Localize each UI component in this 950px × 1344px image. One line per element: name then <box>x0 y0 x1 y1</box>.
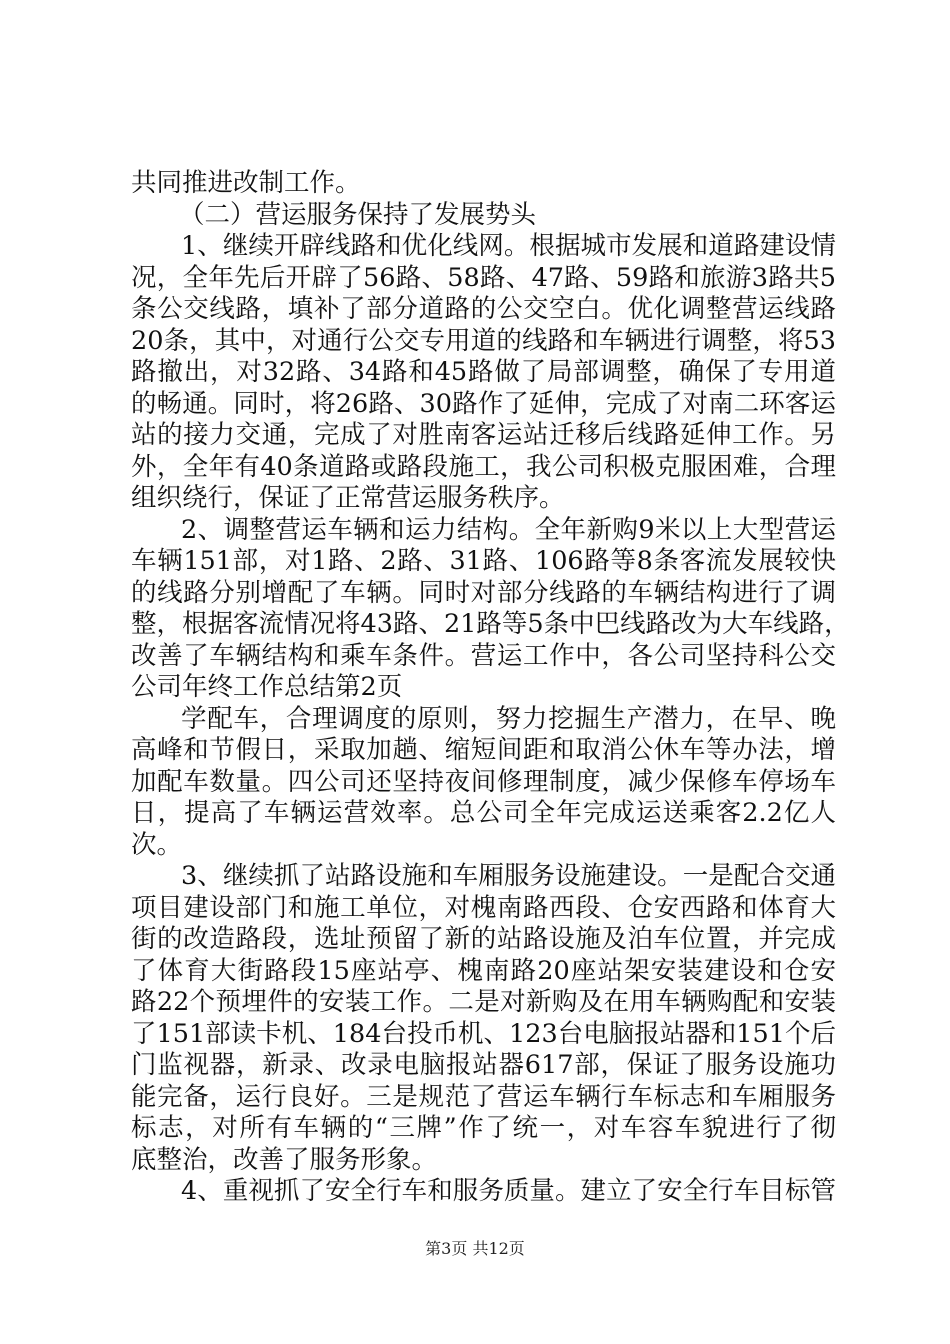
paragraph-line: 况，全年先后开辟了56路、58路、47路、59路和旅游3路共5 <box>131 262 836 293</box>
paragraph-line: 4、重视抓了安全行车和服务质量。建立了安全行车目标管 <box>181 1176 836 1206</box>
paragraph-line: 街的改造路段，选址预留了新的站路设施及泊车位置，并完成 <box>131 924 836 954</box>
paragraph-line: 的线路分别增配了车辆。同时对部分线路的车辆结构进行了调 <box>131 577 836 608</box>
paragraph-line: 能完备，运行良好。三是规范了营运车辆行车标志和车厢服务 <box>131 1081 836 1112</box>
paragraph-line: 项目建设部门和施工单位，对槐南路西段、仓安西路和体育大 <box>131 892 836 923</box>
paragraph-line: 门监视器，新录、改录电脑报站器617部，保证了服务设施功 <box>131 1050 836 1080</box>
paragraph-line: 加配车数量。四公司还坚持夜间修理制度，减少保修车停场车 <box>131 766 836 797</box>
paragraph-line: 日，提高了车辆运营效率。总公司全年完成运送乘客2.2亿人 <box>131 798 836 828</box>
paragraph-line: 了体育大街路段15座站亭、槐南路20座站架安装建设和仓安 <box>131 955 836 986</box>
paragraph-line: 1、继续开辟线路和优化线网。根据城市发展和道路建设情 <box>181 231 836 261</box>
paragraph-line: 路22个预埋件的安装工作。二是对新购及在用车辆购配和安装 <box>131 987 836 1017</box>
paragraph-line: 了151部读卡机、184台投币机、123台电脑报站器和151个后 <box>131 1018 836 1049</box>
document-body <box>131 168 850 1208</box>
paragraph-line: 3、继续抓了站路设施和车厢服务设施建设。一是配合交通 <box>181 861 836 891</box>
paragraph-line: 2、调整营运车辆和运力结构。全年新购9米以上大型营运 <box>181 514 836 545</box>
paragraph-line: 共同推进改制工作。 <box>131 168 361 198</box>
paragraph-line: 整，根据客流情况将43路、21路等5条中巴线路改为大车线路， <box>131 609 850 639</box>
paragraph-line: 站的接力交通，完成了对胜南客运站迁移后线路延伸工作。另 <box>131 420 836 450</box>
page-footer <box>0 1236 950 1259</box>
paragraph-line: 路撤出，对32路、34路和45路做了局部调整，确保了专用道 <box>131 357 836 387</box>
paragraph-line: 底整治，改善了服务形象。 <box>131 1144 438 1175</box>
paragraph-line: 的畅通。同时，将26路、30路作了延伸，完成了对南二环客运 <box>131 388 836 419</box>
paragraph-line: 次。 <box>131 829 183 860</box>
paragraph-line: 改善了车辆结构和乘车条件。营运工作中，各公司坚持科公交 <box>131 640 836 671</box>
paragraph-line: 组织绕行，保证了正常营运服务秩序。 <box>131 483 565 513</box>
paragraph-line: 车辆151部，对1路、2路、31路、106路等8条客流发展较快 <box>131 546 836 576</box>
paragraph-line: 标志，对所有车辆的“三牌”作了统一，对车容车貌进行了彻 <box>131 1113 836 1143</box>
paragraph-line: 高峰和节假日，采取加趟、缩短间距和取消公休车等办法，增 <box>131 735 836 765</box>
paragraph-line: 条公交线路，填补了部分道路的公交空白。优化调整营运线路 <box>131 294 836 324</box>
paragraph-line: 学配车，合理调度的原则，努力挖掘生产潜力，在早、晚 <box>181 703 836 734</box>
paragraph-line: 20条，其中，对通行公交专用道的线路和车辆进行调整，将53 <box>131 325 836 356</box>
paragraph-line: 外，全年有40条道路或路段施工，我公司积极克服困难，合理 <box>131 451 836 482</box>
page-indicator: 第3页 共12页 <box>425 1239 525 1258</box>
paragraph-line: 公司年终工作总结第2页 <box>131 672 403 702</box>
section-heading: （二）营运服务保持了发展势头 <box>179 199 537 230</box>
